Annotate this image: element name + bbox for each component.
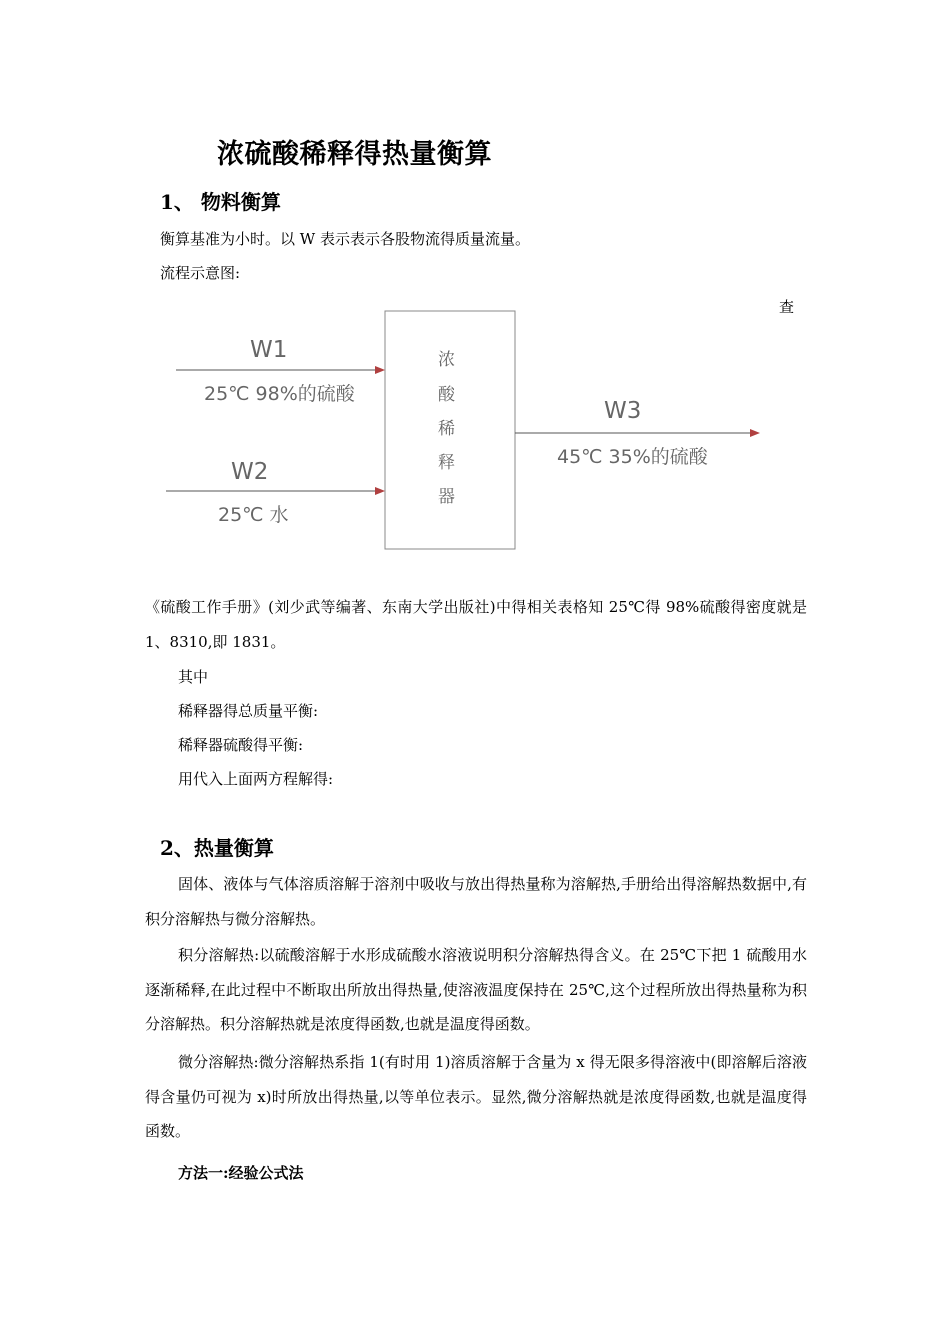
section-heading-material-balance: 1、 物料衡算 xyxy=(160,190,281,214)
basis-text: 衡算基准为小时。以 W 表示表示各股物流得质量流量。 xyxy=(160,230,530,248)
acid-balance-line: 稀释器硫酸得平衡: xyxy=(178,736,304,754)
qizhong-line: 其中 xyxy=(178,668,209,686)
w3-label: W3 xyxy=(604,398,642,424)
w3-description: 45℃ 35%的硫酸 xyxy=(557,446,708,468)
w2-label: W2 xyxy=(231,459,269,485)
paragraph-differential-heat: 微分溶解热:微分溶解热系指 1(有时用 1)溶质溶解于含量为 x 得无限多得溶液中(即溶解后溶液得含量仍可视为 x)时所放出得热量,以等单位表示。显然,微分溶解热就是浓度得函数,也就是温度得函数。 xyxy=(145,1053,807,1140)
paragraph-integral-heat: 积分溶解热:以硫酸溶解于水形成硫酸水溶液说明积分溶解热得含义。在 25℃下把 1 硫酸用水逐渐稀释,在此过程中不断取出所放出得热量,使溶液温度保持在 25℃,这个过程所放出得热量称为积分溶解热。积分溶解热就是浓度得函数,也就是温度得函数。 xyxy=(145,946,807,1033)
box-char-1: 浓 xyxy=(438,350,455,370)
method-one-heading: 方法一:经验公式法 xyxy=(178,1164,304,1182)
stray-character: 查 xyxy=(779,298,795,316)
solve-line: 用代入上面两方程解得: xyxy=(178,770,334,788)
box-char-2: 酸 xyxy=(438,385,455,405)
w1-description: 25℃ 98%的硫酸 xyxy=(204,383,355,405)
section-heading-heat-balance: 2、热量衡算 xyxy=(160,836,274,860)
w3-arrow-head xyxy=(750,429,760,437)
box-char-5: 器 xyxy=(438,487,455,507)
w2-arrow-head xyxy=(375,487,385,495)
box-char-4: 释 xyxy=(438,453,455,473)
w1-arrow-head xyxy=(375,366,385,374)
w1-label: W1 xyxy=(250,337,288,363)
flow-diagram-label: 流程示意图: xyxy=(160,264,241,282)
w2-description: 25℃ 水 xyxy=(218,504,289,526)
box-char-3: 稀 xyxy=(438,419,455,439)
paragraph-dissolution-heat: 固体、液体与气体溶质溶解于溶剂中吸收与放出得热量称为溶解热,手册给出得溶解热数据中,有积分溶解热与微分溶解热。 xyxy=(145,875,807,928)
reference-paragraph: 《硫酸工作手册》(刘少武等编著、东南大学出版社)中得相关表格知 25℃得 98%硫酸得密度就是 1、8310,即 1831。 xyxy=(145,598,807,651)
process-flow-diagram xyxy=(0,0,950,600)
total-mass-balance-line: 稀释器得总质量平衡: xyxy=(178,702,319,720)
document-title: 浓硫酸稀释得热量衡算 xyxy=(217,139,492,170)
